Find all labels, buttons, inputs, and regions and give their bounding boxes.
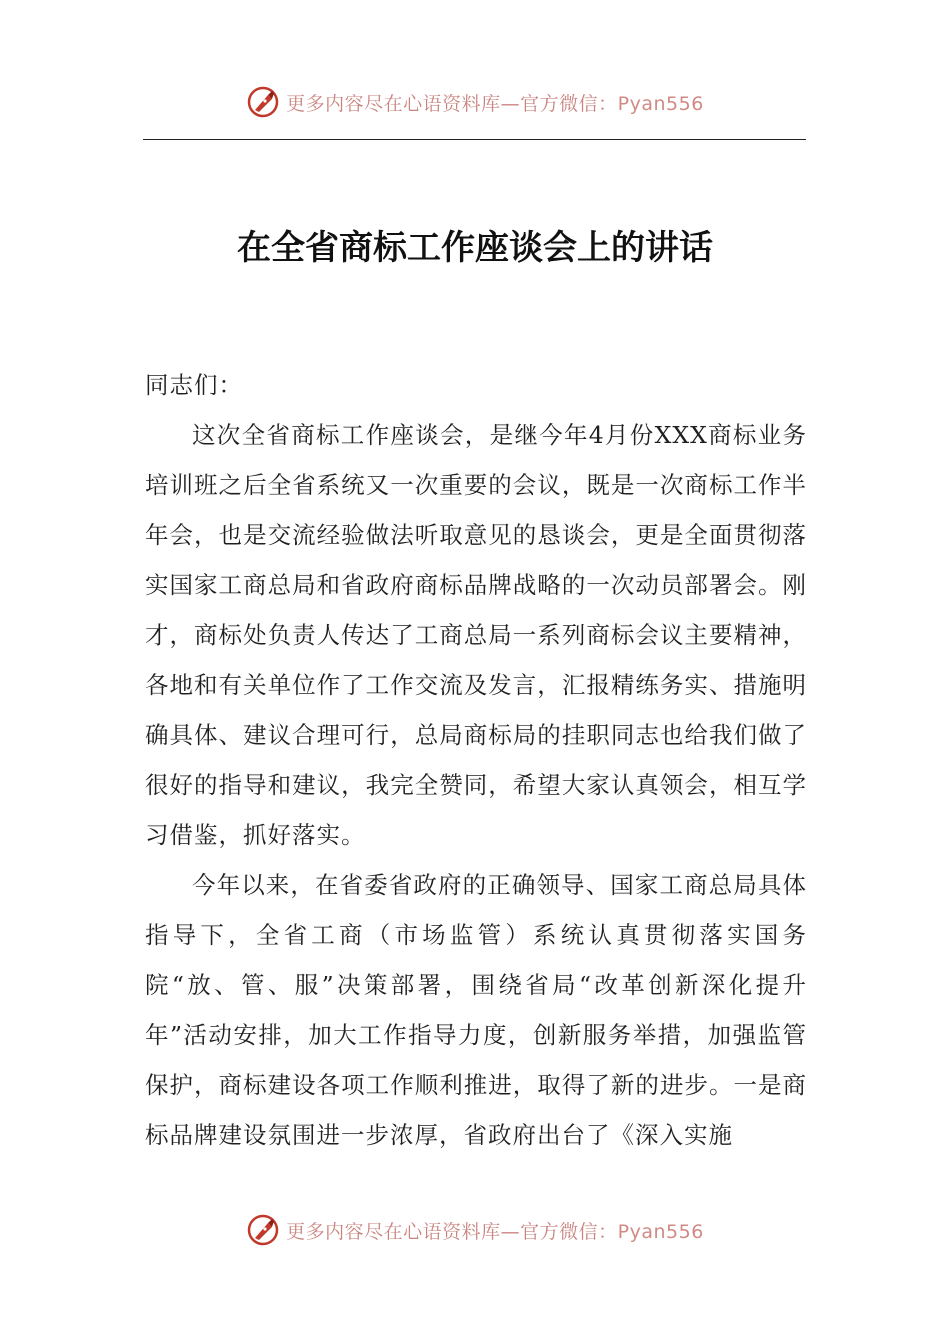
salutation: 同志们： <box>145 371 243 399</box>
banner-text <box>286 89 704 116</box>
banner-cn-text: 更多内容尽在心语资料库—官方微信： <box>286 1220 618 1243</box>
paragraph: 这次全省商标工作座谈会，是继今年4月份XXX商标业务培训班之后全省系统又一次重要的会议，既是一次商标工作半年会，也是交流经验做法听取意见的恳谈会，更是全面贯彻落实国家工商总局和省政府商标品牌战略的一次动员部署会。刚才，商标处负责人传达了工商总局一系列商标会议主要精神，各地和有关单位作了工作交流及发言，汇报精练务实、措施明确具体、建议合理可行，总局商标局的挂职同志也给我们做了很好的指导和建议，我完全赞同，希望大家认真领会，相互学习借鉴，抓好落实。 <box>145 421 807 849</box>
paragraph: 今年以来，在省委省政府的正确领导、国家工商总局具体指导下，全省工商（市场监管）系统认真贯彻落实国务院“放、管、服”决策部署，围绕省局“改革创新深化提升年”活动安排，加大工作指导力度，创新服务举措，加强监管保护，商标建设各项工作顺利推进，取得了新的进步。一是商标品牌建设氛围进一步浓厚，省政府出台了《深入实施 <box>145 871 807 1149</box>
banner-cn-text: 更多内容尽在心语资料库—官方微信： <box>286 92 618 115</box>
banner-wechat-handle: Pyan556 <box>617 1220 704 1243</box>
header-divider <box>143 139 806 140</box>
pen-nib-logo-icon <box>246 1213 280 1247</box>
footer-banner <box>0 1210 950 1250</box>
header-banner <box>0 82 950 122</box>
banner-wechat-handle: Pyan556 <box>617 92 704 115</box>
document-body <box>145 360 807 1160</box>
document-title: 在全省商标工作座谈会上的讲话 <box>237 228 713 268</box>
banner-text <box>286 1217 704 1244</box>
pen-nib-logo-icon <box>246 85 280 119</box>
